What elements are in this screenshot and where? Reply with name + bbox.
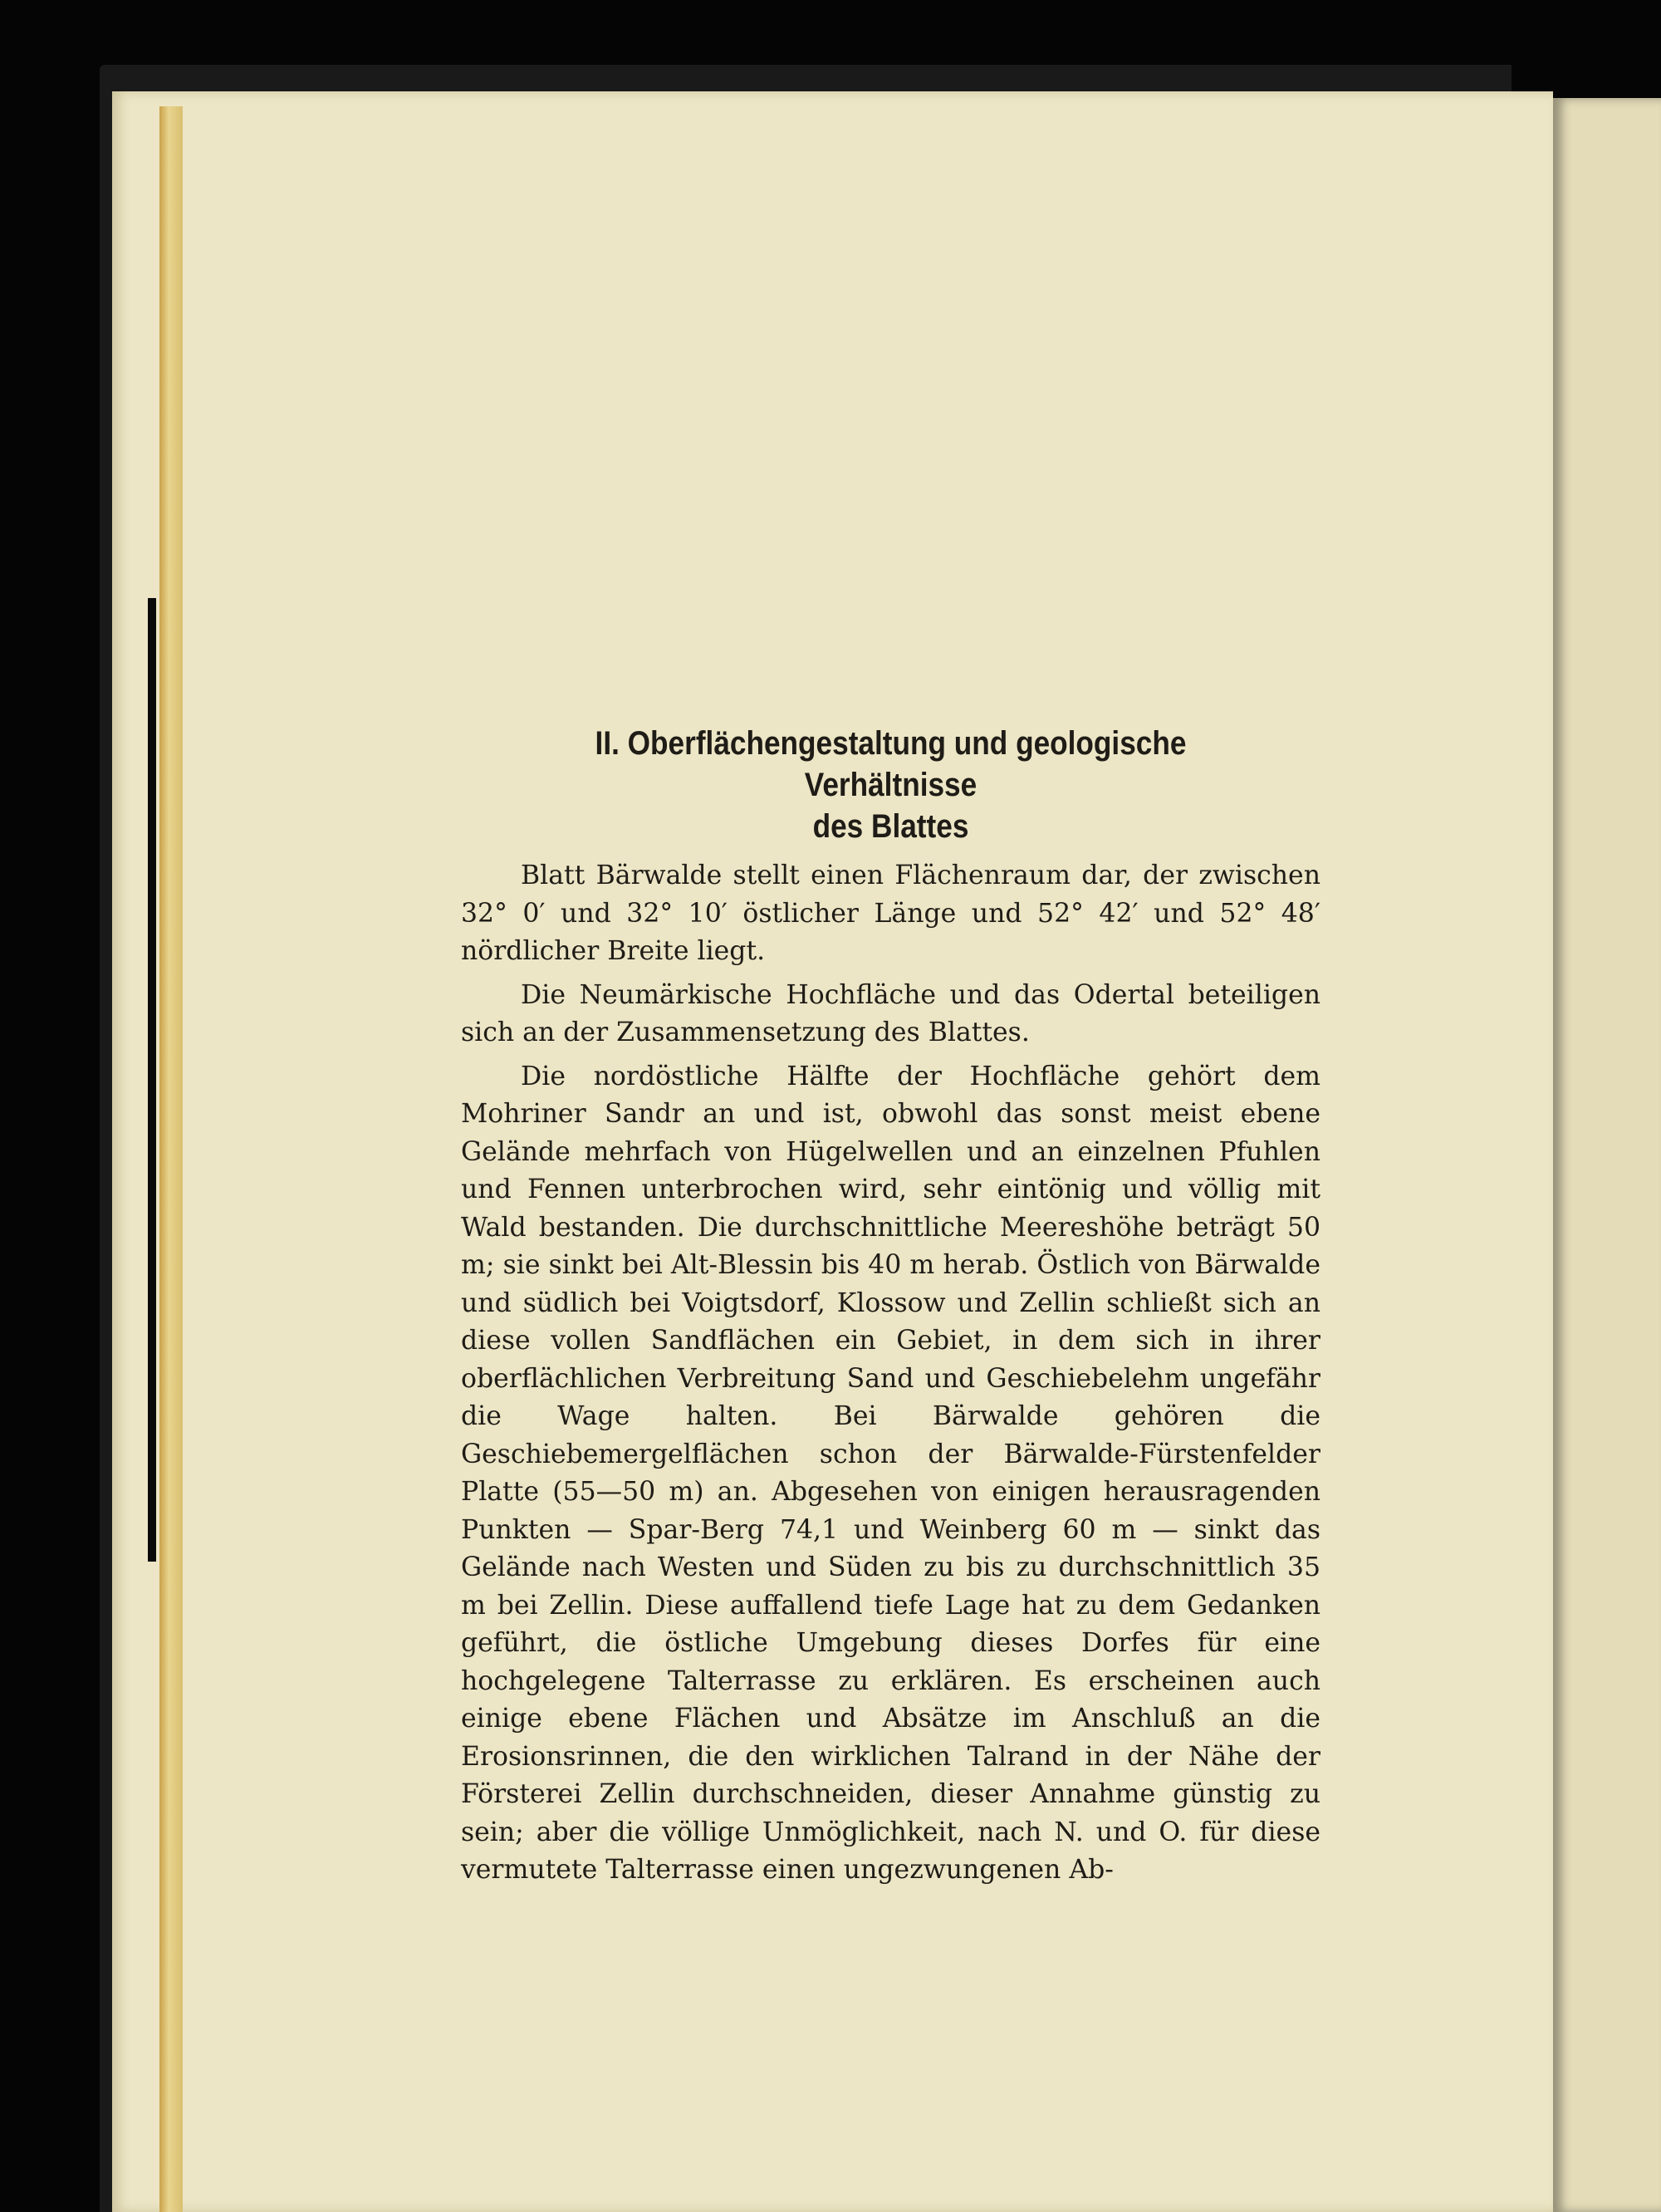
section-heading-line-1: II. Oberflächengestaltung und geologische Verhältnisse: [595, 725, 1187, 803]
section-heading-line-2: des Blattes: [812, 808, 969, 845]
text-block: [461, 723, 1320, 1896]
page-edge: [159, 106, 183, 2212]
paragraph-2: Die Neumärkische Hochfläche und das Odertal beteiligen sich an der Zusammensetzung des Blattes.: [461, 979, 1320, 1047]
binding-shadow: [148, 598, 156, 1562]
paragraph-1: Blatt Bärwalde stellt einen Flächenraum dar, der zwischen 32° 0′ und 32° 10′ östlicher Länge und 52° 42′ und 52° 48′ nördlicher Breite liegt.: [461, 861, 1320, 966]
facing-page-edge: [1553, 98, 1661, 2212]
section-heading: [512, 723, 1269, 847]
paragraph-3: Die nordöstliche Hälfte der Hochfläche gehört dem Mohriner Sandr an und ist, obwohl das sonst meist ebene Gelände mehrfach von Hügelwellen und an einzelnen Pfuhlen und Fennen unterbrochen wird, sehr eintönig und völlig mit Wald bestanden. Die durchschnittliche Meereshöhe beträgt 50 m; sie sinkt bei Alt-Blessin bis 40 m herab. Östlich von Bärwalde und südlich bei Voigtsdorf, Klossow und Zellin schließt sich an diese vollen Sandflächen ein Gebiet, in dem sich in ihrer oberflächlichen Verbreitung Sand und Geschiebelehm ungefähr die Wage halten. Bei Bärwalde gehören die Geschiebemergelflächen schon der Bärwalde-Fürstenfelder Platte (55—50 m) an. Abgesehen von einigen herausragenden Punkten — Spar-Berg 74,1 und Weinberg 60 m — sinkt das Gelände nach Westen und Süden zu bis zu durchschnittlich 35 m bei Zellin. Diese auffallend tiefe Lage hat zu dem Gedanken geführt, die östliche Umgebung dieses Dorfes für eine hochgelegene Talterrasse zu erklären. Es erscheinen auch einige ebene Flächen und Absätze im Anschluß an die Erosionsrinnen, die den wirklichen Talrand in der Nähe der Försterei Zellin durchschneiden, dieser Annahme günstig zu sein; aber die völlige Unmöglichkeit, nach N. und O. für diese vermutete Talterrasse einen ungezwungenen Ab-: [461, 1061, 1320, 1885]
